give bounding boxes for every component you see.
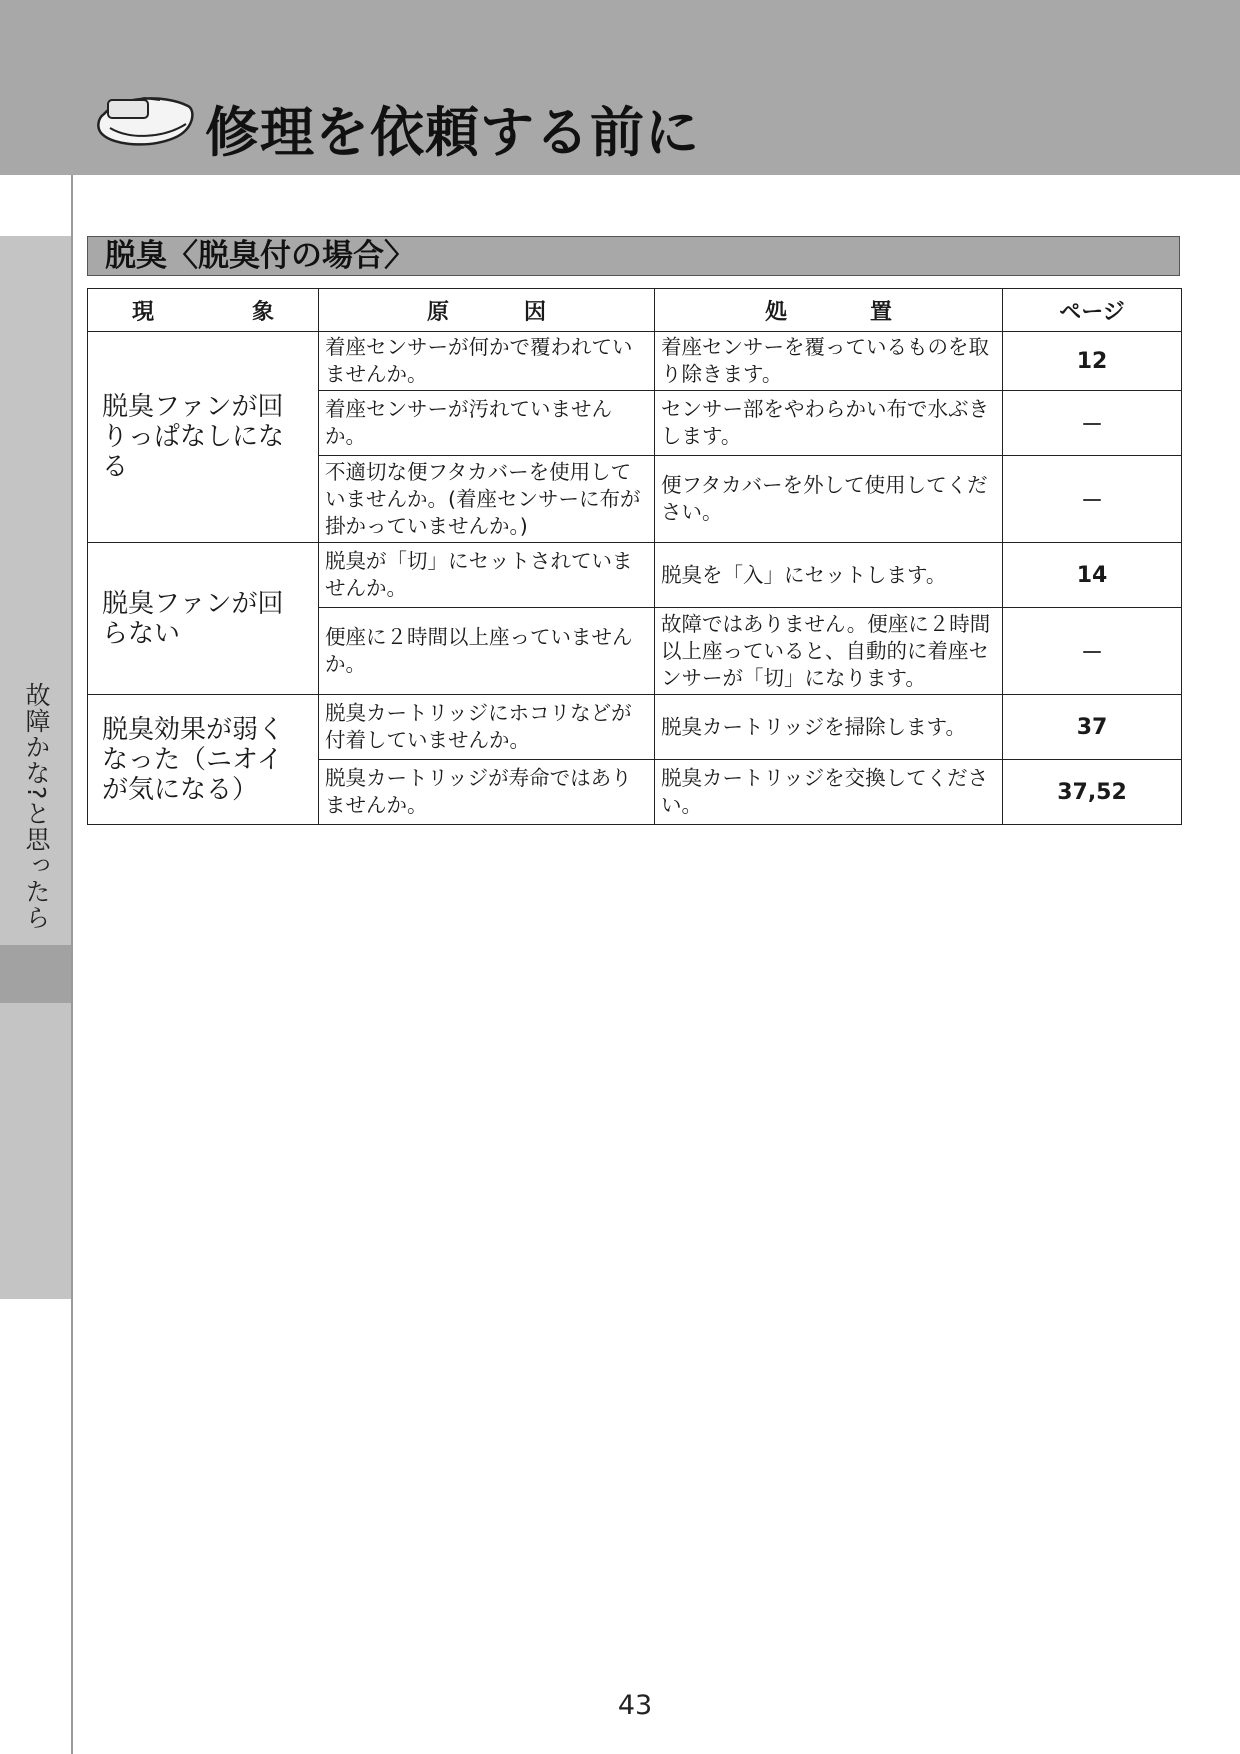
header-cause: 原 因	[319, 289, 655, 332]
header-page: ページ	[1003, 289, 1182, 332]
remedy-cell: 脱臭カートリッジを交換してください。	[655, 760, 1003, 825]
remedy-cell: 故障ではありません。便座に２時間以上座っていると、自動的に着座センサーが「切」になります。	[655, 608, 1003, 695]
symptom-cell: 脱臭ファンが回りっぱなしになる	[88, 332, 319, 543]
header-remedy: 処 置	[655, 289, 1003, 332]
symptom-cell: 脱臭ファンが回らない	[88, 543, 319, 695]
page-number: 43	[617, 1690, 653, 1721]
page-ref-cell: 12	[1003, 332, 1182, 391]
page-ref-cell: 37,52	[1003, 760, 1182, 825]
remedy-cell: 脱臭を「入」にセットします。	[655, 543, 1003, 608]
page-ref-cell: －	[1003, 456, 1182, 543]
side-tab-label: 故障かな?と思ったら	[22, 682, 51, 931]
toilet-seat-icon	[90, 88, 200, 158]
cause-cell: 便座に２時間以上座っていませんか。	[319, 608, 655, 695]
troubleshooting-table	[87, 288, 1182, 825]
section-heading: 脱臭〈脱臭付の場合〉	[105, 238, 415, 274]
page-ref-cell: 14	[1003, 543, 1182, 608]
symptom-cell: 脱臭効果が弱くなった（ニオイが気になる）	[88, 695, 319, 825]
remedy-cell: 脱臭カートリッジを掃除します。	[655, 695, 1003, 760]
cause-cell: 着座センサーが何かで覆われていませんか。	[319, 332, 655, 391]
table-header-row	[88, 289, 1182, 332]
cause-cell: 脱臭が「切」にセットされていませんか。	[319, 543, 655, 608]
table-row	[88, 543, 1182, 608]
header-symptom: 現 象	[88, 289, 319, 332]
page-title: 修理を依頼する前に	[205, 101, 700, 164]
side-tab-active-marker	[0, 945, 71, 1003]
cause-cell: 着座センサーが汚れていませんか。	[319, 391, 655, 456]
remedy-cell: センサー部をやわらかい布で水ぶきします。	[655, 391, 1003, 456]
section-heading-bar	[87, 236, 1180, 276]
remedy-cell: 着座センサーを覆っているものを取り除きます。	[655, 332, 1003, 391]
cause-cell: 不適切な便フタカバーを使用していませんか。(着座センサーに布が掛かっていませんか。)	[319, 456, 655, 543]
table-row	[88, 332, 1182, 391]
remedy-cell: 便フタカバーを外して使用してください。	[655, 456, 1003, 543]
page-ref-cell: 37	[1003, 695, 1182, 760]
page-ref-cell: －	[1003, 608, 1182, 695]
cause-cell: 脱臭カートリッジにホコリなどが付着していませんか。	[319, 695, 655, 760]
side-divider	[71, 175, 73, 1754]
cause-cell: 脱臭カートリッジが寿命ではありませんか。	[319, 760, 655, 825]
page-ref-cell: －	[1003, 391, 1182, 456]
table-row	[88, 695, 1182, 760]
